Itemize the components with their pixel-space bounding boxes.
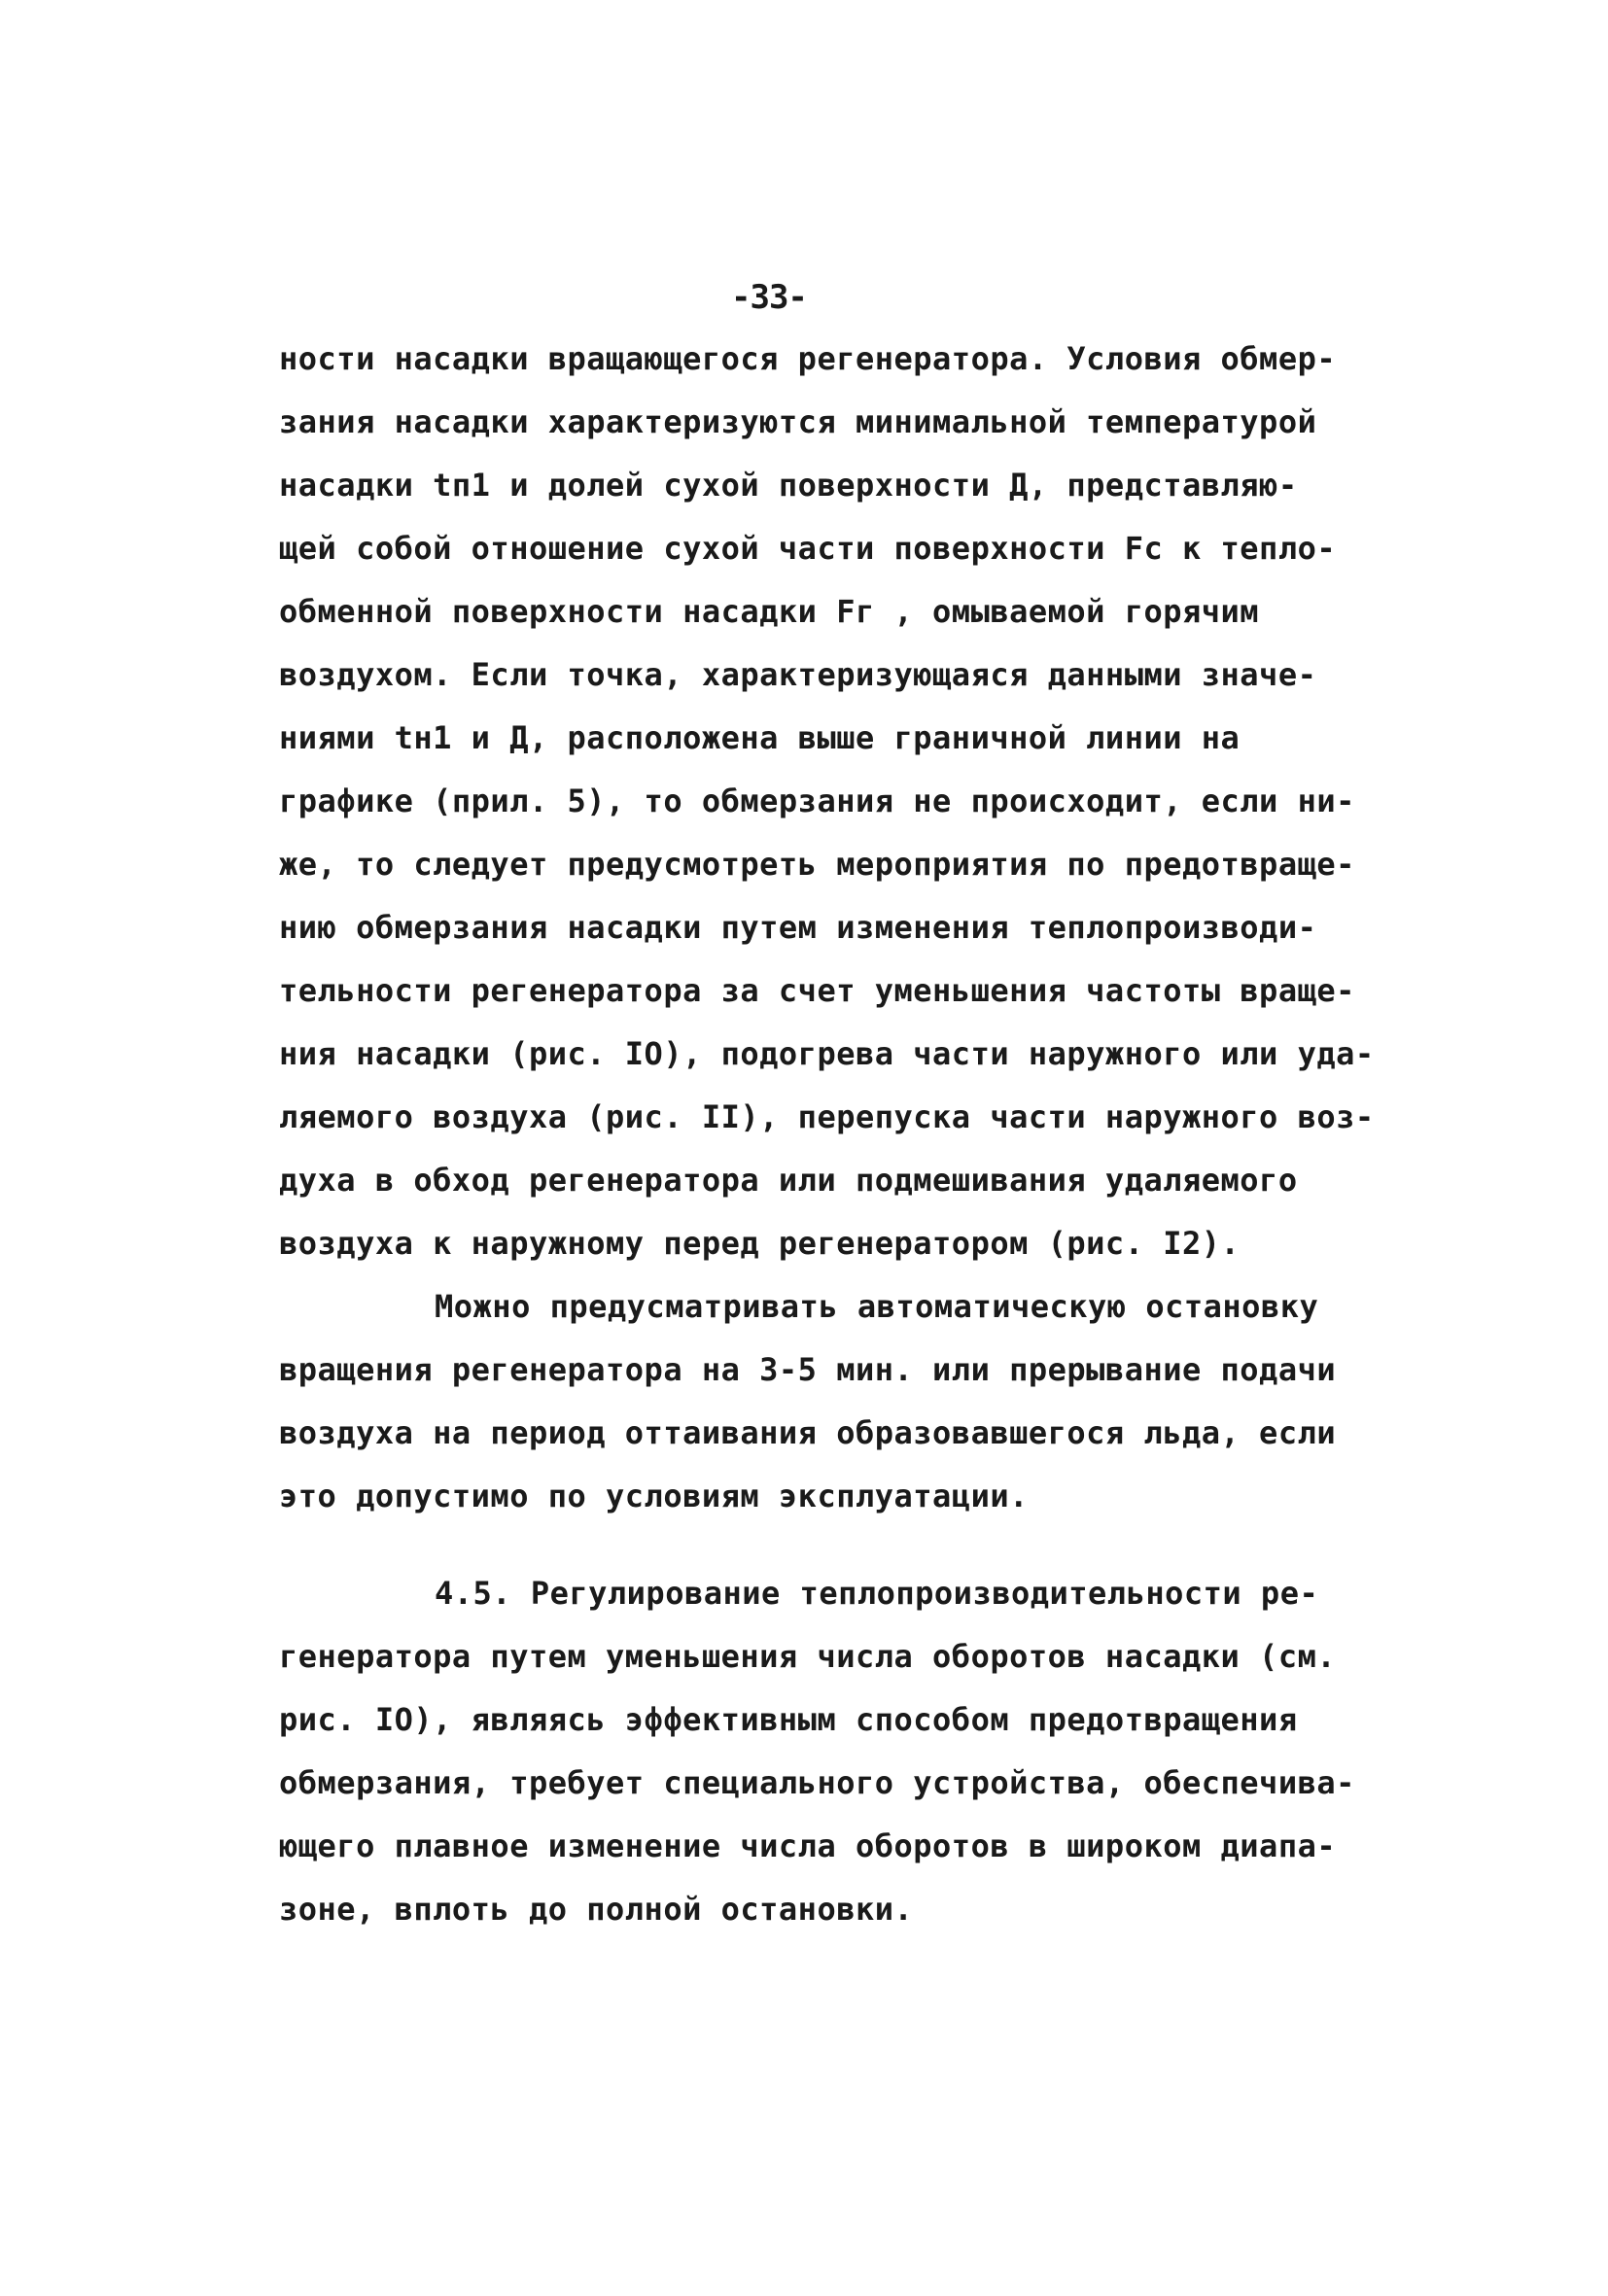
text-line: ниями tн1 и Д, расположена выше граничной линии на [279, 719, 1241, 756]
text-line: ляемого воздуха (рис. II), перепуска части наружного воз- [279, 1098, 1375, 1135]
text-line: обмерзания, требует специального устройства, обеспечива- [279, 1764, 1355, 1801]
text-line: вращения регенератора на 3-5 мин. или прерывание подачи [279, 1351, 1337, 1388]
text-line: зоне, вплоть до полной остановки. [279, 1891, 914, 1928]
text-line: Можно предусматривать автоматическую остановку [435, 1288, 1319, 1325]
text-line: генератора путем уменьшения числа оборотов насадки (см. [279, 1638, 1337, 1675]
page-number: -33- [731, 278, 807, 317]
text-line: воздуха на период оттаивания образовавшегося льда, если [279, 1414, 1337, 1451]
text-line: духа в обход регенератора или подмешивания удаляемого [279, 1162, 1298, 1199]
text-line: ности насадки вращающегося регенератора. Условия обмер- [279, 340, 1337, 377]
text-line: воздухом. Если точка, характеризующаяся данными значе- [279, 656, 1317, 693]
text-line: это допустимо по условиям эксплуатации. [279, 1478, 1029, 1514]
text-line: ющего плавное изменение числа оборотов в широком диапа- [279, 1827, 1337, 1864]
text-line: ния насадки (рис. IO), подогрева части наружного или уда- [279, 1035, 1375, 1072]
text-line: насадки tп1 и долей сухой поверхности Д, представляю- [279, 467, 1298, 504]
text-line: нию обмерзания насадки путем изменения теплопроизводи- [279, 909, 1317, 946]
text-line: 4.5. Регулирование теплопроизводительности ре- [435, 1575, 1319, 1612]
text-line: графике (прил. 5), то обмерзания не происходит, если ни- [279, 783, 1355, 819]
text-line: щей собой отношение сухой части поверхности Fс к тепло- [279, 530, 1337, 567]
text-line: рис. IO), являясь эффективным способом предотвращения [279, 1701, 1298, 1738]
text-line: же, то следует предусмотреть мероприятия по предотвраще- [279, 846, 1355, 883]
text-line: тельности регенератора за счет уменьшения частоты враще- [279, 972, 1355, 1009]
text-line: обменной поверхности насадки Fг , омываемой горячим [279, 593, 1260, 630]
text-line: зания насадки характеризуются минимальной температурой [279, 403, 1317, 440]
text-line: воздуха к наружному перед регенератором (рис. I2). [279, 1225, 1241, 1262]
